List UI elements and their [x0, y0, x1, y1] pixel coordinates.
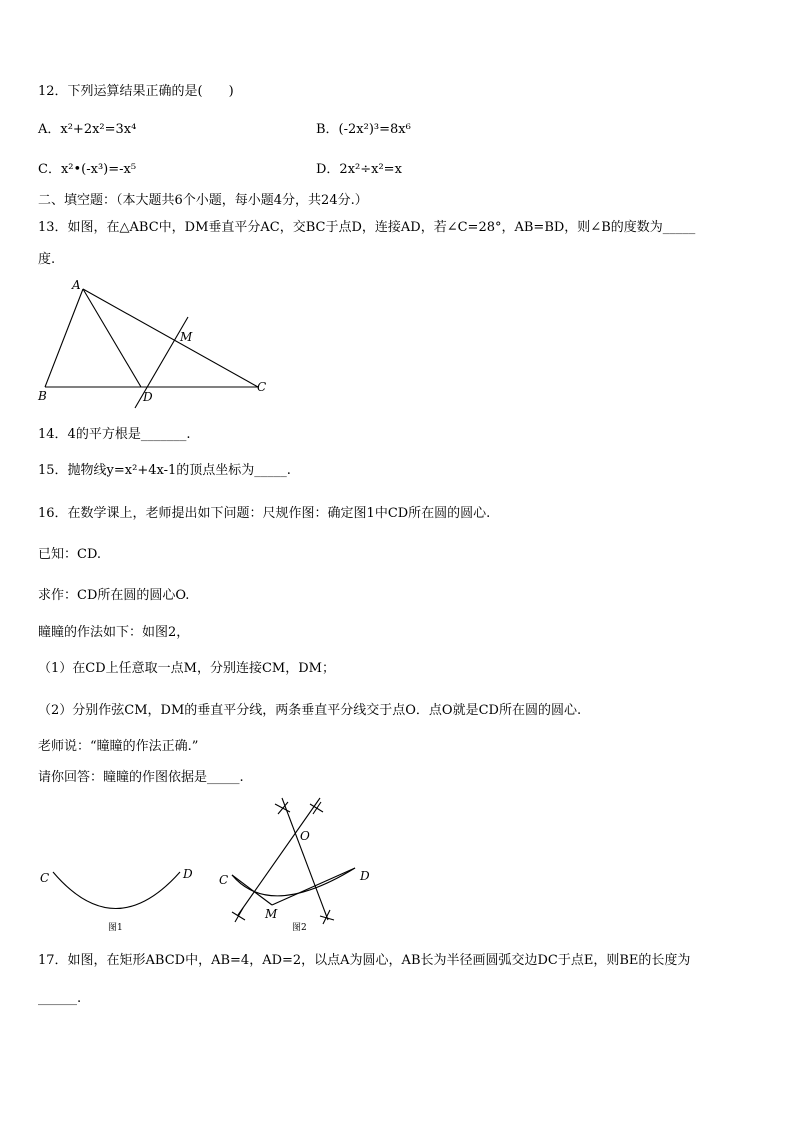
fig2-label-m: M [265, 907, 278, 921]
q16-figure-2 [210, 790, 390, 935]
arc-cd [53, 872, 180, 909]
chord-dm [272, 868, 355, 905]
q16-line8: 请你回答：瞳瞳的作图依据是_____. [38, 770, 244, 785]
compass-mark [232, 908, 245, 922]
segment-ac [83, 289, 258, 387]
q13-line1: 13．如图，在△ABC中，DM垂直平分AC，交BC于点D，连接AD，若∠C=28°，AB=BD，则∠B的度数为_____ [38, 220, 696, 235]
q16-line7: 老师说：“瞳瞳的作法正确.” [38, 739, 199, 754]
q15: 15．抛物线y=x²+4x-1的顶点坐标为_____. [38, 463, 291, 478]
label-a: A [72, 278, 81, 292]
label-d: D [143, 390, 153, 404]
q14: 14．4的平方根是_______. [38, 427, 191, 442]
q12-stem: 12．下列运算结果正确的是( ) [38, 84, 234, 99]
q16-line6: （2）分别作弦CM，DM的垂直平分线，两条垂直平分线交于点O．点O就是CD所在圆的圆心. [38, 703, 582, 718]
fig1-label-c: C [40, 871, 50, 885]
q16-line3: 求作：CD所在圆的圆心O. [38, 588, 190, 603]
arc-cd [232, 868, 355, 896]
q12-option-d: D．2x²÷x²=x [316, 162, 402, 177]
compass-mark [320, 910, 334, 924]
q12-option-b: B．(-2x²)³=8x⁶ [316, 122, 411, 137]
q16-line5: （1）在CD上任意取一点M，分别连接CM，DM； [38, 661, 335, 676]
fig2-caption: 图2 [292, 923, 307, 933]
section-heading: 二、填空题：（本大题共6个小题，每小题4分，共24分.） [38, 193, 368, 208]
label-c: C [257, 380, 267, 394]
fig1-caption: 图1 [108, 923, 123, 933]
label-m: M [180, 330, 193, 344]
fig2-label-o: O [300, 829, 310, 843]
fig2-label-c: C [219, 873, 229, 887]
q13-triangle-figure [30, 275, 280, 415]
segment-ab [45, 289, 83, 387]
perp-bisector-cm [238, 798, 320, 915]
q13-line2: 度. [38, 252, 56, 267]
q12-option-a: A．x²+2x²=3x⁴ [38, 122, 137, 137]
fig2-label-d: D [360, 869, 370, 883]
perp-bisector-dm [282, 798, 328, 920]
chord-cm [232, 875, 272, 905]
q16-figure-1 [35, 860, 205, 935]
q17-line1: 17．如图，在矩形ABCD中，AB=4，AD=2，以点A为圆心，AB长为半径画圆弧交边DC于点E，则BE的长度为 [38, 953, 691, 968]
q16-line2: 已知：CD. [38, 547, 102, 562]
fig1-label-d: D [183, 867, 193, 881]
q12-option-c: C．x²•(-x³)=-x⁵ [38, 162, 137, 177]
q16-line1: 16．在数学课上，老师提出如下问题：尺规作图：确定图1中CD所在圆的圆心. [38, 506, 491, 521]
q16-line4: 瞳瞳的作法如下：如图2， [38, 625, 190, 640]
label-b: B [38, 389, 47, 403]
q17-line2: ______. [38, 991, 82, 1006]
segment-ad [83, 289, 141, 387]
